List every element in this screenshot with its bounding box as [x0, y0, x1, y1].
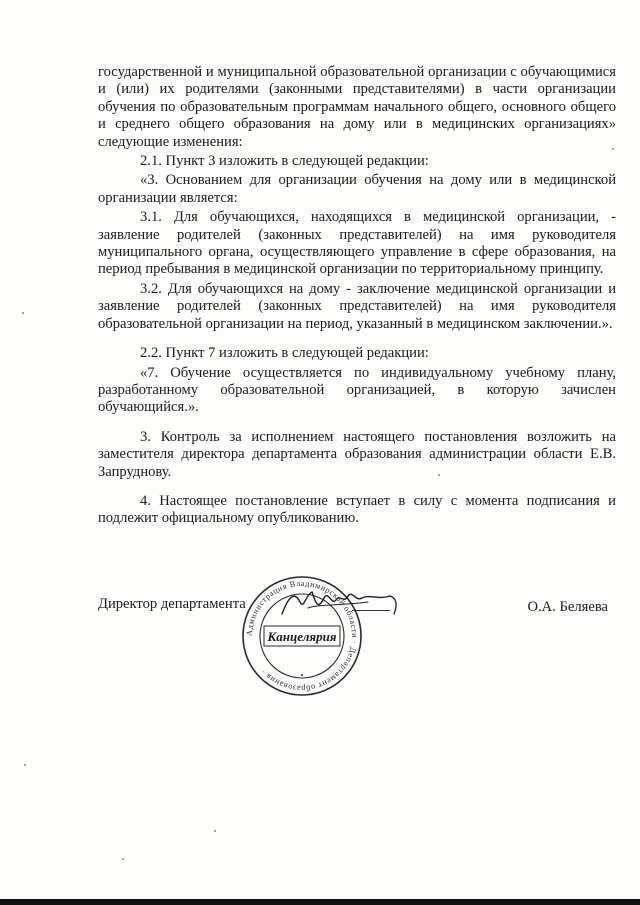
paragraph-intro-continuation: государственной и муниципальной образовательной организации с обучающимися и (или) их родителями (законными представителями) в части организации обучения по образовательным программам начального общего, основного общего и среднего общего образования на дому или в медицинских организациях» следующие изменения:	[98, 64, 616, 150]
handwritten-signature	[278, 584, 408, 624]
scan-speck	[438, 474, 440, 476]
paragraph-item-3: 3. Контроль за исполнением настоящего постановления возложить на заместителя директора департамента образования администрации области Е.В. Запруднову.	[98, 428, 616, 480]
scan-speck	[214, 830, 216, 832]
scan-bottom-edge	[0, 899, 640, 905]
paragraph-point-7: «7. Обучение осуществляется по индивидуальному учебному плану, разработанному образовательной организацией, в которую зачислен обучающийся.».	[98, 364, 616, 416]
signatory-name: О.А. Беляева	[527, 599, 608, 615]
svg-text:•: •	[300, 671, 304, 680]
signatory-role: Директор департамента	[98, 596, 246, 612]
svg-text:Администрация Владимирской обл: Администрация Владимирской области · Департамент образования ·	[244, 578, 360, 694]
svg-text:Канцелярия: Канцелярия	[267, 629, 337, 644]
paragraph-item-4: 4. Настоящее постановление вступает в силу с момента подписания и подлежит официальному опубликованию.	[98, 492, 616, 527]
document-body	[98, 64, 616, 528]
scan-speck	[24, 764, 26, 766]
scan-speck	[122, 858, 124, 860]
scan-speck	[22, 312, 24, 314]
paragraph-point-3: «3. Основанием для организации обучения на дому или в медицинской организации является:	[98, 172, 616, 206]
paragraph-point-3-2: 3.2. Для обучающихся на дому - заключение медицинской организации и заявление родителей (законных представителей) на имя руководителя образовательной организации на период, указанный в медицинском заключении.».	[98, 280, 616, 332]
scan-speck	[612, 148, 614, 150]
paragraph-item-2-1: 2.1. Пункт 3 изложить в следующей редакции:	[140, 153, 429, 170]
paragraph-point-3-1: 3.1. Для обучающихся, находящихся в медицинской организации, - заявление родителей (законных представителей) на имя руководителя муниципального органа, осуществляющего управление в сфере образования, на период пребывания в медицинской организации по территориальному принципу.	[98, 209, 616, 278]
paragraph-item-2-2: 2.2. Пункт 7 изложить в следующей редакции:	[140, 345, 429, 362]
